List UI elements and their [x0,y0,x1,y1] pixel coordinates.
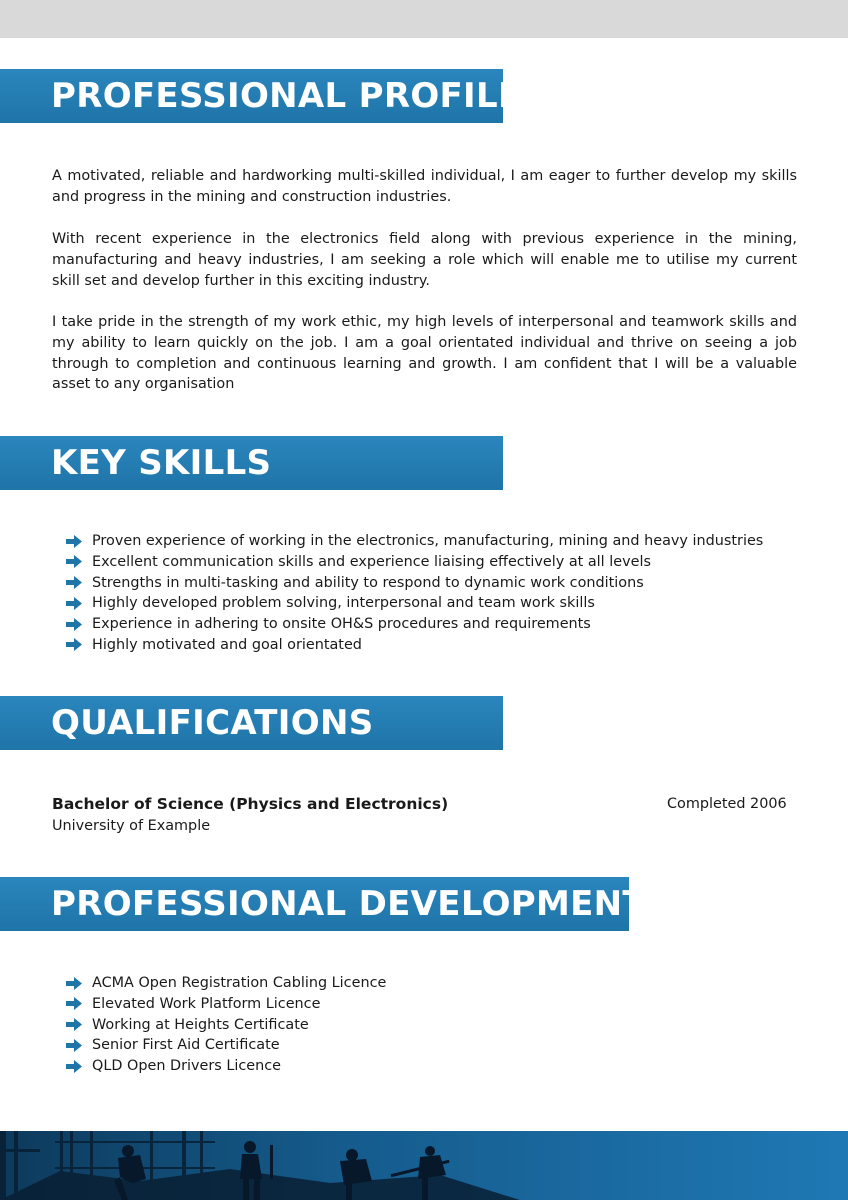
section-heading-qualifications: QUALIFICATIONS [0,696,503,750]
list-item [66,531,763,552]
arrow-right-icon [66,597,92,610]
arrow-right-icon [66,638,92,651]
profile-paragraph: I take pride in the strength of my work ethic, my high levels of interpersonal and teamwork skills and my ability to learn quickly on the job. I am a goal orientated individual and thrive on seeing a job through to completion and continuous learning and growth. I am confident that I will be a valuable asset to any organisation [52,314,797,393]
institution-name: University of Example [52,818,211,834]
list-item [66,614,763,635]
footer-workers-banner [0,1131,848,1200]
arrow-right-icon [66,997,92,1010]
list-item [66,635,763,656]
licence-text: QLD Open Drivers Licence [92,1058,282,1075]
profile-paragraph: With recent experience in the electronics field along with previous experience in the mining, manufacturing and heavy industries, I am seeking a role which will enable me to utilise my current skill set and develop further in this exciting industry. [52,231,797,289]
skill-text: Highly developed problem solving, interpersonal and team work skills [92,595,595,612]
arrow-right-icon [66,535,92,548]
skill-text: Proven experience of working in the electronics, manufacturing, mining and heavy industries [92,533,764,549]
licence-text: ACMA Open Registration Cabling Licence [92,975,387,991]
arrow-right-icon [66,1060,92,1073]
licence-text: Elevated Work Platform Licence [92,995,321,1012]
list-item [66,1035,386,1056]
list-item [66,552,763,573]
licence-text: Working at Heights Certificate [92,1016,309,1033]
skill-text: Highly motivated and goal orientated [92,636,362,653]
arrow-right-icon [66,977,92,990]
profile-paragraph: A motivated, reliable and hardworking multi-skilled individual, I am eager to further develop my skills and progress in the mining and construction industries. [52,168,797,205]
list-item [66,1015,386,1036]
key-skills-list [66,531,763,656]
list-item [66,1056,386,1077]
skill-text: Excellent communication skills and experience liaising effectively at all levels [92,553,651,570]
section-heading-key-skills: KEY SKILLS [0,436,503,490]
arrow-right-icon [66,1039,92,1052]
workers-silhouette-image [0,1131,848,1200]
list-item [66,573,763,594]
skill-text: Strengths in multi-tasking and ability to respond to dynamic work conditions [92,574,644,591]
arrow-right-icon [66,576,92,589]
top-bar [0,0,848,38]
degree-title: Bachelor of Science (Physics and Electronics) [52,795,449,813]
list-item [66,593,763,614]
skill-text: Experience in adhering to onsite OH&S procedures and requirements [92,616,591,633]
completion-status: Completed 2006 [667,796,787,812]
section-heading-profile: PROFESSIONAL PROFILE [0,69,503,123]
licence-text: Senior First Aid Certificate [92,1037,280,1054]
section-heading-professional-development: PROFESSIONAL DEVELOPMENT [0,877,629,931]
list-item [66,994,386,1015]
arrow-right-icon [66,1018,92,1031]
list-item [66,973,386,994]
arrow-right-icon [66,555,92,568]
arrow-right-icon [66,618,92,631]
development-list [66,973,386,1077]
